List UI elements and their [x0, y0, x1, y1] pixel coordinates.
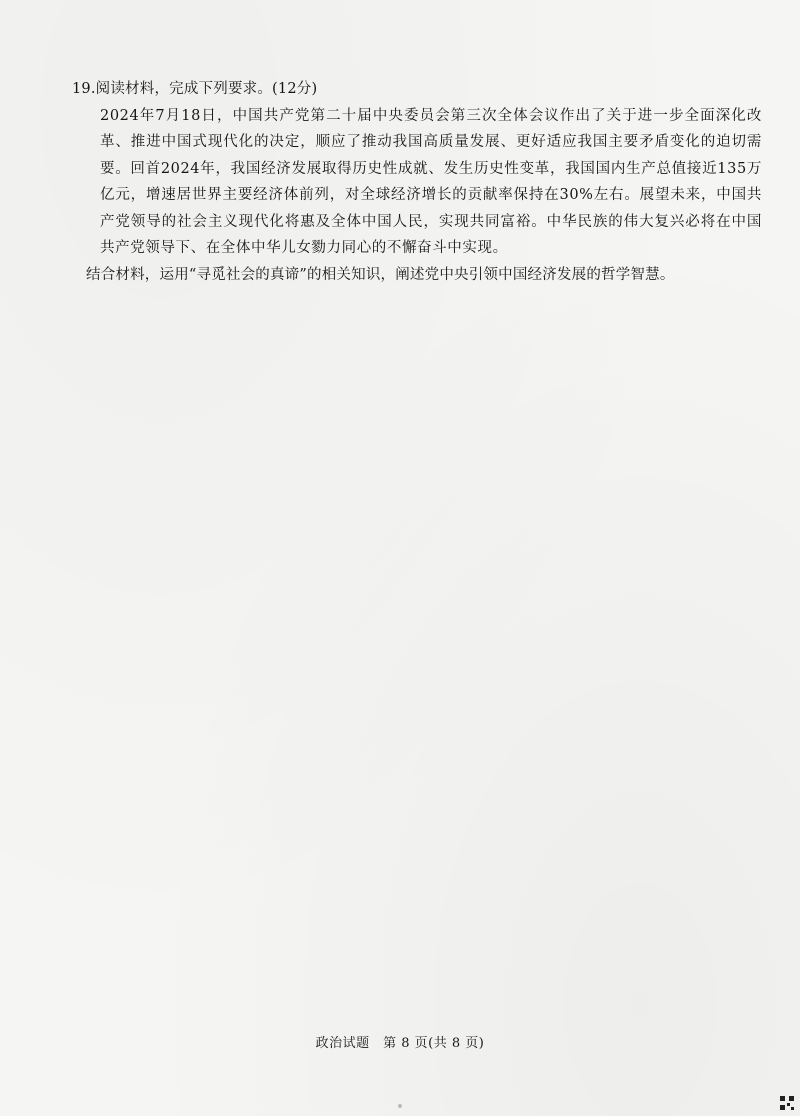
question-header: 19.阅读材料，完成下列要求。(12分) — [72, 81, 318, 97]
page-footer: 政治试题 第 8 页(共 8 页) — [315, 1036, 485, 1051]
question-task: 结合材料，运用“寻觅社会的真谛”的相关知识，阐述党中央引领中国经济发展的哲学智慧。 — [86, 266, 675, 283]
question-material: 2024年7月18日，中国共产党第二十届中央委员会第三次全体会议作出了关于进一步全面深化改革、推进中国式现代化的决定，顺应了推动我国高质量发展、更好适应我国主要矛盾变化的迫切需要。回首2024年，我国经济发展取得历史性成就、发生历史性变革，我国国内生产总值接近135万亿元，增速居世界主要经济体前列，对全球经济增长的贡献率保持在30%左右。展望未来，中国共产党领导的社会主义现代化将惠及全体中国人民，实现共同富裕。中华民族的伟大复兴必将在中国共产党领导下、在全体中华儿女勠力同心的不懈奋斗中实现。 — [100, 107, 762, 256]
scanner-badge — [780, 1096, 794, 1110]
qr-code-icon — [780, 1096, 794, 1110]
question-19 — [72, 76, 762, 288]
scan-dot — [398, 1104, 402, 1108]
